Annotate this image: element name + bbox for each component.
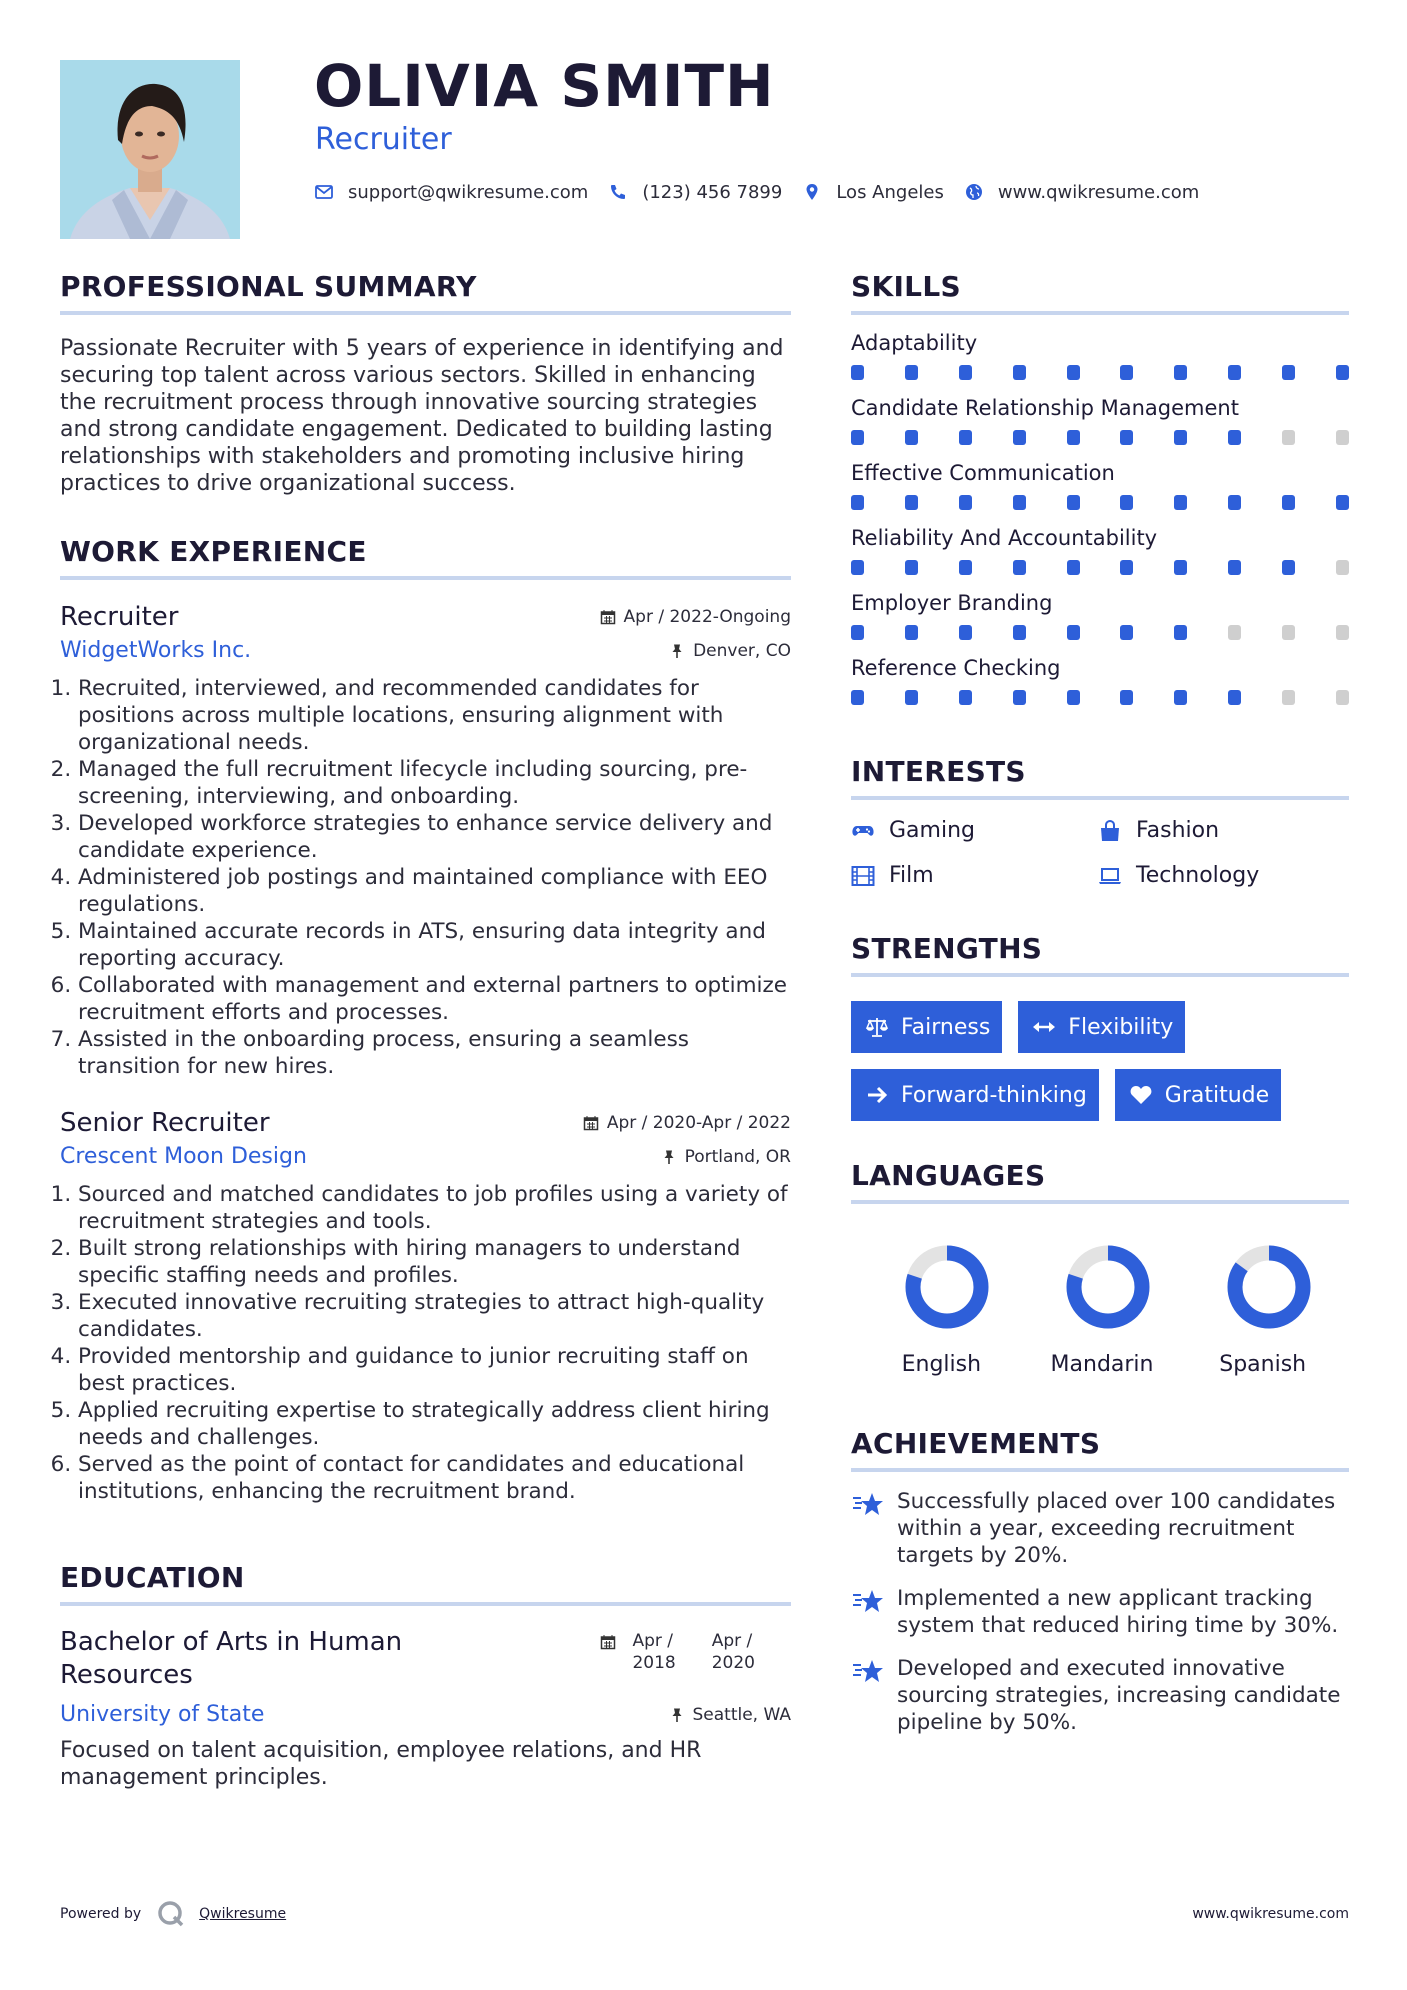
degree-title: Bachelor of Arts in Human Resources [60,1627,403,1690]
calendar-icon [600,1634,616,1650]
phone-icon [608,182,628,202]
skill-dot-filled [1120,690,1133,705]
skill-dot-empty [1336,430,1349,445]
interest-item [851,863,1098,888]
skill-dot-empty [1282,430,1295,445]
skill-dot-filled [1174,365,1187,380]
skill-rating [851,560,1349,575]
strengths-section [851,932,1349,1121]
shooting-star-icon [851,1657,885,1687]
strength-label: Flexibility [1068,1014,1174,1040]
strength-tag [851,1069,1099,1121]
strength-tag [1018,1001,1185,1053]
skill-dot-filled [1120,560,1133,575]
duty-item: 3. Executed innovative recruiting strategies to attract high-quality candidates. [78,1289,791,1343]
candidate-role: Recruiter [315,122,452,157]
interest-item [1098,818,1345,843]
end-year: 2020 [711,1653,755,1673]
duty-item: 7. Assisted in the onboarding process, ensuring a seamless transition for new hires. [78,1026,791,1080]
job-date-text: Apr / 2020-Apr / 2022 [606,1113,791,1133]
language-name: Spanish [1219,1352,1307,1377]
duty-item: 6. Collaborated with management and external partners to optimize recruitment efforts and processes. [78,972,791,1026]
skill-dot-filled [1120,430,1133,445]
achievement-item [851,1585,1349,1639]
skill-name: Effective Communication [851,461,1115,485]
skill-dot-filled [851,625,864,640]
skills-title: SKILLS [851,270,1349,315]
education-description: Focused on talent acquisition, employee relations, and HR management principles. [60,1738,702,1790]
skill-rating [851,625,1349,640]
skills-section [851,270,1349,705]
skill-dot-filled [1174,495,1187,510]
skill-rating [851,430,1349,445]
company-name: WidgetWorks Inc. [60,638,252,663]
envelope-icon [314,182,334,202]
film-icon [851,865,875,887]
interest-label: Film [889,863,934,888]
duty-item: 4. Administered job postings and maintained compliance with EEO regulations. [78,864,791,918]
globe-icon [964,182,984,202]
skill-dot-empty [1228,625,1241,640]
candidate-name: OLIVIA SMITH [314,52,775,120]
duty-item: 2. Built strong relationships with hiring managers to understand specific staffing needs and profiles. [78,1235,791,1289]
duty-item: 5. Maintained accurate records in ATS, ensuring data integrity and reporting accuracy. [78,918,791,972]
skill-item [851,526,1349,575]
language-item [1028,1244,1189,1377]
language-donut [904,1244,990,1330]
interest-item [851,818,1098,843]
summary-section [60,270,791,497]
job-entry [60,1108,791,1505]
interest-item [1098,863,1345,888]
skill-name: Reliability And Accountability [851,526,1158,550]
job-location [661,1147,791,1167]
school-name: University of State [60,1702,265,1727]
arrow-right-icon [865,1084,889,1106]
skill-rating [851,690,1349,705]
skills-list [851,331,1349,705]
achievement-text: Successfully placed over 100 candidates within a year, exceeding recruitment targets by 20%. [897,1489,1336,1568]
skill-dot-empty [1282,690,1295,705]
job-location-text: Portland, OR [684,1146,791,1167]
skill-dot-filled [1067,690,1080,705]
company-name: Crescent Moon Design [60,1144,307,1169]
job-title: Recruiter [60,602,179,632]
interest-label: Gaming [889,818,975,843]
skill-item [851,591,1349,640]
contact-location [802,182,944,203]
summary-text: Passionate Recruiter with 5 years of experience in identifying and securing top talent across various sectors. Skilled in enhancing the recruitment process through innovative sourcing strategies and strong candidate engagement. Dedicated to building lasting relationships with stakeholders and promoting inclusive hiring practices to drive organizational success. [60,336,784,496]
skill-dot-filled [1282,495,1295,510]
skill-dot-filled [1013,690,1026,705]
map-marker-icon [802,182,822,202]
duty-item: 1. Sourced and matched candidates to job profiles using a variety of recruitment strategies and tools. [78,1181,791,1235]
work-section [60,535,791,1505]
language-name: Mandarin [1050,1352,1154,1377]
skill-dot-filled [959,625,972,640]
duty-item: 2. Managed the full recruitment lifecycle including sourcing, pre-screening, interviewing, and onboarding. [78,756,791,810]
skill-name: Candidate Relationship Management [851,396,1239,420]
skill-dot-filled [1067,365,1080,380]
strength-tag [851,1001,1002,1053]
education-end [712,1630,755,1674]
skill-dot-filled [1228,690,1241,705]
interest-label: Fashion [1136,818,1220,843]
skill-dot-filled [1228,495,1241,510]
duty-item: 4. Provided mentorship and guidance to junior recruiting staff on best practices. [78,1343,791,1397]
qwikresume-logo-icon [157,1900,185,1928]
job-date-text: Apr / 2022-Ongoing [623,607,791,627]
achievement-text: Developed and executed innovative sourcing strategies, increasing candidate pipeline by 50%. [897,1656,1341,1735]
duty-item: 5. Applied recruiting expertise to strategically address client hiring needs and challenges. [78,1397,791,1451]
skill-dot-filled [1174,690,1187,705]
phone-text: (123) 456 7899 [642,181,783,203]
education-section [60,1561,791,1791]
skill-name: Adaptability [851,331,978,355]
contact-email[interactable] [314,182,588,203]
duty-item: 3. Developed workforce strategies to enhance service delivery and candidate experience. [78,810,791,864]
right-column [851,270,1349,1736]
heart-icon [1129,1084,1153,1106]
achievement-item [851,1488,1349,1569]
skill-dot-filled [1013,430,1026,445]
strength-label: Gratitude [1164,1082,1270,1108]
calendar-icon [583,1115,599,1131]
strength-tag [1115,1069,1281,1121]
job-date [583,1113,791,1133]
skill-item [851,396,1349,445]
summary-title: PROFESSIONAL SUMMARY [60,270,791,315]
education-location-text: Seattle, WA [692,1704,791,1725]
skill-dot-filled [1120,625,1133,640]
skill-dot-filled [1067,625,1080,640]
contact-bar [314,178,1219,206]
skill-dot-empty [1336,560,1349,575]
location-text: Los Angeles [836,181,944,203]
skill-dot-filled [905,690,918,705]
powered-by-text: Powered by [60,1906,142,1922]
education-start [632,1630,675,1674]
skill-dot-filled [959,365,972,380]
interest-label: Technology [1136,863,1260,888]
skill-dot-filled [1228,430,1241,445]
contact-website[interactable] [964,182,1199,203]
skill-dot-filled [905,430,918,445]
skill-dot-filled [1174,430,1187,445]
languages-title: LANGUAGES [851,1159,1349,1204]
skill-dot-filled [851,365,864,380]
shooting-star-icon [851,1587,885,1617]
duty-list [60,1181,791,1505]
language-item [867,1244,1028,1377]
footer-website[interactable]: www.qwikresume.com [1192,1906,1349,1922]
profile-photo [60,60,240,239]
skill-dot-filled [1067,560,1080,575]
skill-dot-filled [1282,560,1295,575]
skill-dot-filled [1174,625,1187,640]
laptop-icon [1098,865,1122,887]
skill-dot-empty [1336,690,1349,705]
language-item [1188,1244,1349,1377]
skill-name: Employer Branding [851,591,1053,615]
duty-item: 1. Recruited, interviewed, and recommended candidates for positions across multiple locations, ensuring alignment with organizational needs. [78,675,791,756]
job-location [669,641,791,661]
skill-dot-filled [905,365,918,380]
skill-dot-filled [851,495,864,510]
duty-list [60,675,791,1080]
skill-dot-filled [1120,365,1133,380]
skill-dot-filled [851,690,864,705]
job-date [600,607,791,627]
skill-dot-filled [959,430,972,445]
skill-dot-filled [1013,495,1026,510]
skill-dot-filled [905,625,918,640]
left-column [60,270,791,1791]
job-entry [60,602,791,1080]
strengths-title: STRENGTHS [851,932,1349,977]
skill-dot-filled [959,560,972,575]
skill-dot-filled [1228,365,1241,380]
achievements-section [851,1427,1349,1736]
education-title: EDUCATION [60,1561,791,1606]
skill-dot-empty [1336,625,1349,640]
contact-phone[interactable] [608,182,782,203]
skill-dot-filled [1067,430,1080,445]
balance-scale-icon [865,1016,889,1038]
skill-dot-filled [1013,625,1026,640]
duty-item: 6. Served as the point of contact for candidates and educational institutions, enhancing the recruitment brand. [78,1451,791,1505]
pushpin-icon [669,643,685,659]
skill-dot-filled [1336,495,1349,510]
achievements-title: ACHIEVEMENTS [851,1427,1349,1472]
skill-dot-filled [1013,365,1026,380]
languages-section [851,1159,1349,1377]
skill-dot-filled [959,495,972,510]
skill-dot-filled [851,430,864,445]
skill-dot-empty [1282,625,1295,640]
skill-dot-filled [1336,365,1349,380]
work-title: WORK EXPERIENCE [60,535,791,580]
interests-title: INTERESTS [851,755,1349,800]
education-location [669,1705,792,1725]
gamepad-icon [851,820,875,842]
language-donut [1065,1244,1151,1330]
skill-dot-filled [1013,560,1026,575]
skill-dot-filled [851,560,864,575]
skill-name: Reference Checking [851,656,1061,680]
languages-list [851,1244,1349,1377]
website-text: www.qwikresume.com [997,181,1200,203]
footer-powered-by [60,1900,286,1928]
skill-dot-filled [1174,560,1187,575]
language-donut [1226,1244,1312,1330]
footer-brand-link[interactable]: Qwikresume [199,1906,287,1922]
pushpin-icon [669,1707,685,1723]
start-year: 2018 [632,1653,676,1673]
skill-dot-filled [1120,495,1133,510]
skill-dot-filled [1228,560,1241,575]
skill-item [851,656,1349,705]
calendar-icon [600,609,616,625]
strength-label: Forward-thinking [901,1082,1087,1108]
skill-item [851,461,1349,510]
strength-label: Fairness [901,1014,991,1040]
start-month: Apr / [632,1631,674,1651]
email-text: support@qwikresume.com [348,181,589,203]
shopping-bag-icon [1098,820,1122,842]
skill-dot-filled [905,495,918,510]
shooting-star-icon [851,1490,885,1520]
skill-rating [851,495,1349,510]
job-title: Senior Recruiter [60,1108,270,1138]
achievement-text: Implemented a new applicant tracking system that reduced hiring time by 30%. [897,1586,1339,1638]
language-name: English [901,1352,982,1377]
arrows-horizontal-icon [1032,1016,1056,1038]
job-location-text: Denver, CO [693,640,791,661]
end-month: Apr / [711,1631,753,1651]
interests-section [851,755,1349,888]
skill-item [851,331,1349,380]
skill-dot-filled [959,690,972,705]
education-dates [600,1630,755,1674]
achievement-item [851,1655,1349,1736]
skill-dot-filled [1067,495,1080,510]
pushpin-icon [661,1149,677,1165]
skill-dot-filled [905,560,918,575]
skill-rating [851,365,1349,380]
skill-dot-filled [1282,365,1295,380]
